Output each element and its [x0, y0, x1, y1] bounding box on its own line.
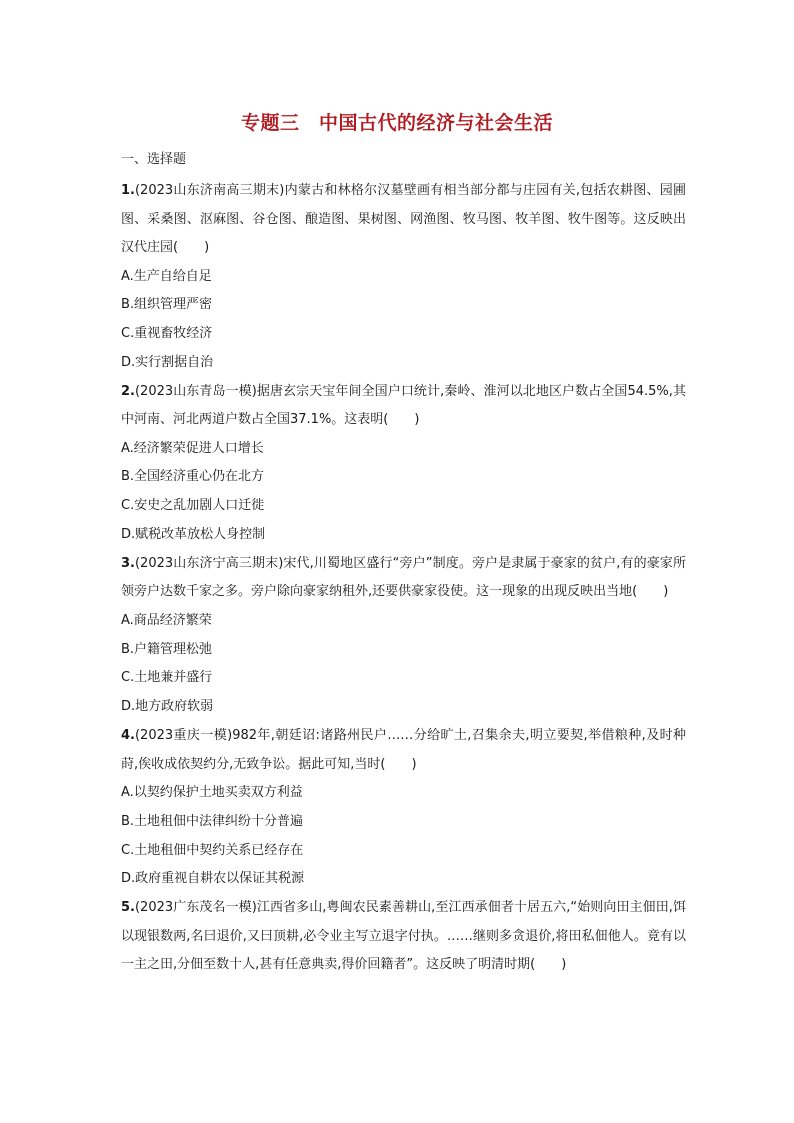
- question-text: (2023广东茂名一模)江西省多山,粤闽农民素善耕山,至江西承佃者十居五六,“始则向田主佃田,饵以现银数两,名曰退价,又曰顶耕,必令业主写立退字付执。……继则多贪退价,将田私佃他人。竟有以一主之田,分佃至数十人,甚有任意典卖,得价回籍者”。这反映了明清时期( ): [121, 900, 686, 973]
- question-text: (2023山东济宁高三期末)宋代,川蜀地区盛行“旁户”制度。旁户是隶属于豪家的贫户,有的豪家所领旁户达数千家之多。旁户除向豪家纳租外,还要供豪家役使。这一现象的出现反映出当地( ): [121, 555, 686, 600]
- question-number: 1.: [121, 183, 135, 198]
- question-stem: [121, 550, 686, 607]
- question-number: 3.: [121, 555, 135, 571]
- option-b: B.土地租佃中法律纠纷十分普遍: [121, 813, 304, 829]
- option-b: B.户籍管理松弛: [121, 641, 213, 657]
- question-1: [121, 177, 686, 378]
- option-b: B.全国经济重心仍在北方: [121, 469, 265, 485]
- question-4: [121, 722, 686, 894]
- section-heading: 一、选择题: [121, 152, 187, 167]
- page-title: 专题三 中国古代的经济与社会生活: [240, 112, 553, 134]
- question-2: [121, 378, 686, 550]
- option-c: C.安史之乱加剧人口迁徙: [121, 498, 265, 514]
- option-a: A.经济繁荣促进人口增长: [121, 440, 264, 456]
- question-list: [121, 150, 686, 980]
- question-stem: [121, 894, 686, 980]
- option-b: B.组织管理严密: [121, 297, 213, 313]
- question-text: (2023重庆一模)982年,朝廷诏:诸路州民户……分给旷土,召集余夫,明立要契,举借粮种,及时种莳,俟收成依契约分,无致争讼。据此可知,当时( ): [121, 728, 686, 772]
- question-number: 2.: [121, 383, 135, 399]
- question-5: [121, 894, 686, 980]
- option-d: D.地方政府软弱: [121, 699, 214, 715]
- question-number: 5.: [121, 900, 135, 916]
- option-d: D.政府重视自耕农以保证其税源: [121, 871, 305, 887]
- option-d: D.实行割据自治: [121, 354, 214, 370]
- option-c: C.土地租佃中契约关系已经存在: [121, 842, 304, 858]
- option-c: C.土地兼并盛行: [121, 670, 213, 686]
- question-text: (2023山东济南高三期末)内蒙古和林格尔汉墓壁画有相当部分都与庄园有关,包括农耕图、园圃图、采桑图、沤麻图、谷仓图、酿造图、果树图、网渔图、牧马图、牧羊图、牧牛图等。这反映出汉代庄园( ): [121, 183, 686, 255]
- option-d: D.赋税改革放松人身控制: [121, 527, 266, 543]
- option-a: A.生产自给自足: [121, 268, 212, 284]
- question-text: (2023山东青岛一模)据唐玄宗天宝年间全国户口统计,秦岭、淮河以北地区户数占全国54.5%,其中河南、河北两道户数占全国37.1%。这表明( ): [121, 383, 686, 428]
- question-stem: [121, 378, 686, 435]
- option-a: A.以契约保护土地买卖双方利益: [121, 785, 303, 801]
- question-number: 4.: [121, 728, 135, 744]
- option-a: A.商品经济繁荣: [121, 612, 212, 628]
- question-stem: [121, 722, 686, 779]
- option-c: C.重视畜牧经济: [121, 326, 213, 342]
- question-3: [121, 550, 686, 722]
- question-stem: [121, 177, 686, 263]
